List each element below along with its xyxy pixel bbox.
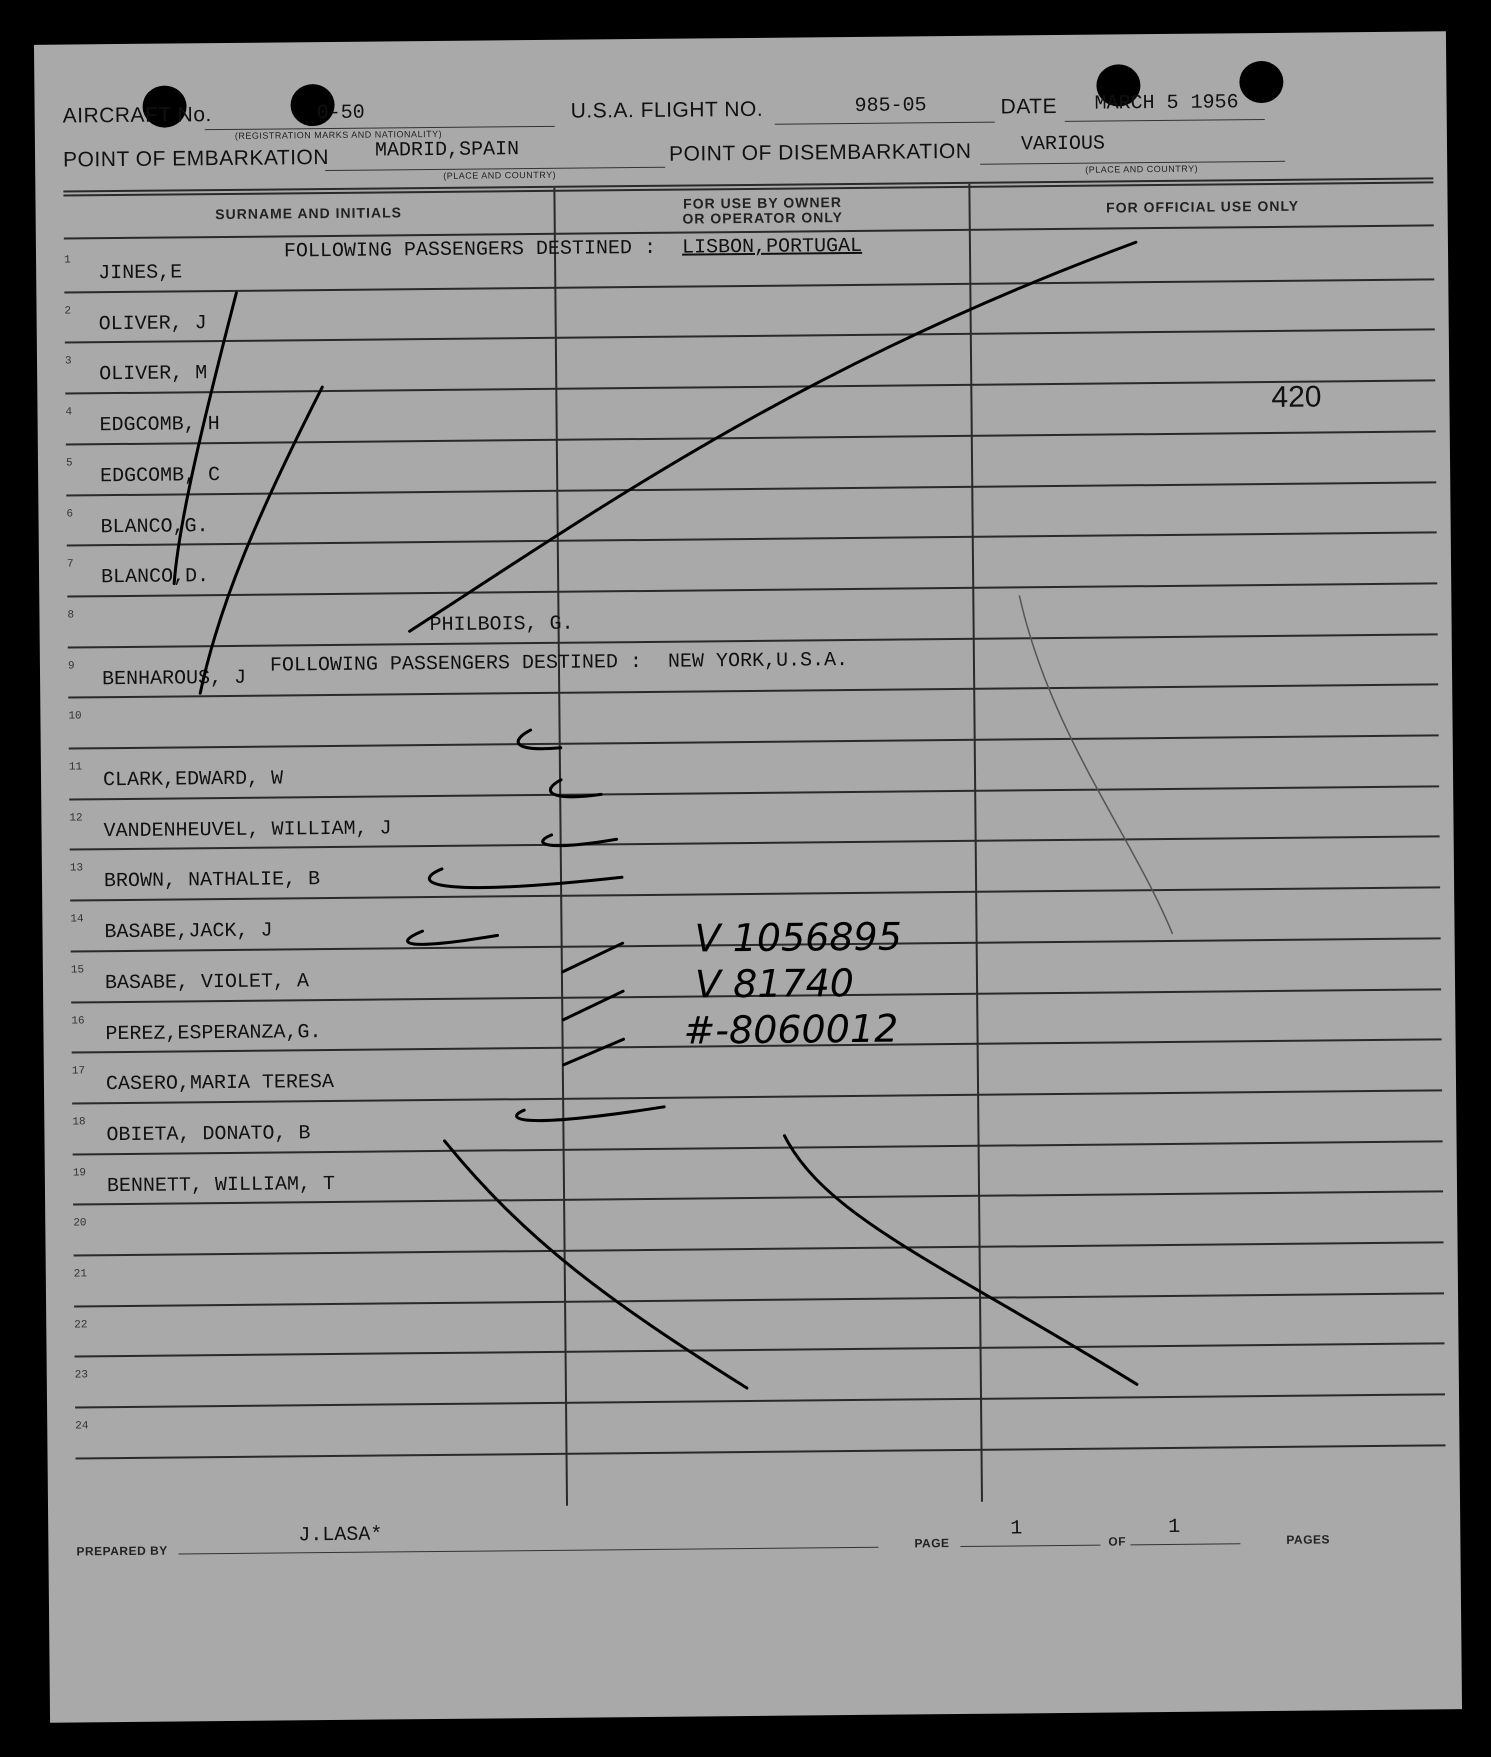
checkmark — [518, 730, 561, 749]
passenger-name: BENHAROUS, J — [101, 666, 247, 691]
row-number: 15 — [70, 964, 85, 977]
checkmark — [550, 779, 601, 797]
row-number: 13 — [69, 862, 84, 875]
handwritten-marks — [34, 31, 1462, 1722]
of-value: 1 — [1168, 1515, 1181, 1539]
slash-left-1 — [171, 293, 239, 584]
passenger-name: BASABE, VIOLET, A — [104, 970, 310, 995]
embarkation-caption: (PLACE AND COUNTRY) — [443, 169, 557, 181]
destination-label: FOLLOWING PASSENGERS DESTINED : — [269, 651, 643, 678]
slash-left-2 — [197, 387, 325, 693]
passenger-name: PHILBOIS, G. — [429, 612, 574, 637]
registration-caption: (REGISTRATION MARKS AND NATIONALITY) — [234, 128, 443, 141]
row-number: 10 — [68, 710, 82, 723]
row-number: 16 — [71, 1014, 85, 1028]
row-number: 7 — [66, 558, 74, 571]
slash-bottom-1 — [445, 1138, 747, 1391]
destination-label: FOLLOWING PASSENGERS DESTINED : — [283, 236, 657, 264]
aircraft-value: 0-50 — [316, 101, 365, 126]
checkmark — [543, 834, 617, 846]
of-label: OF — [1108, 1534, 1127, 1549]
column-header-official-text: FOR OFFICIAL USE ONLY — [1106, 197, 1300, 216]
diagonal-stroke — [406, 242, 1140, 631]
destination-place: LISBON,PORTUGAL — [681, 234, 863, 260]
passenger-name: EDGCOMB, C — [100, 463, 221, 488]
manifest-sheet — [34, 31, 1462, 1722]
pages-label: PAGES — [1286, 1532, 1331, 1547]
passenger-name: BROWN, NATHALIE, B — [103, 868, 321, 894]
disembarkation-label: POINT OF DISEMBARKATION — [668, 139, 972, 166]
checkmark — [407, 930, 497, 944]
row-number: 22 — [74, 1319, 88, 1332]
row-number: 24 — [75, 1420, 89, 1433]
passenger-name: OBIETA, DONATO, B — [106, 1122, 311, 1148]
row-number: 19 — [72, 1166, 87, 1180]
row-number: 11 — [68, 761, 83, 774]
embarkation-value: MADRID,SPAIN — [374, 138, 520, 163]
column-header-surname-text: SURNAME AND INITIALS — [215, 204, 403, 223]
prepared-by-label: PREPARED BY — [76, 1543, 168, 1559]
faint-pencil-stroke — [1019, 594, 1172, 935]
handwritten-number-row18: #-8060012 — [683, 1006, 899, 1053]
disembarkation-value: VARIOUS — [1020, 132, 1106, 157]
destination-place: NEW YORK,U.S.A. — [667, 649, 849, 674]
passenger-name: BLANCO,D. — [100, 565, 210, 590]
date-label: DATE — [1000, 94, 1058, 119]
tick-row16 — [563, 943, 623, 972]
passenger-name: OLIVER, M — [99, 362, 208, 387]
disembarkation-caption: (PLACE AND COUNTRY) — [1085, 163, 1199, 175]
page-label: PAGE — [914, 1536, 950, 1551]
passenger-name: EDGCOMB, H — [99, 413, 220, 438]
row-number: 20 — [73, 1217, 87, 1230]
flight-value: 985-05 — [854, 94, 927, 118]
column-header-owner-line1: FOR USE BY OWNER — [683, 194, 843, 212]
row-number: 2 — [64, 305, 72, 318]
row-number: 4 — [65, 406, 73, 419]
passenger-name: JINES,E — [98, 261, 183, 286]
embarkation-label: POINT OF EMBARKATION — [62, 145, 330, 172]
passenger-name: VANDENHEUVEL, WILLIAM, J — [103, 817, 392, 843]
row-number: 12 — [69, 812, 83, 825]
column-header-owner-line2: OR OPERATOR ONLY — [682, 209, 843, 227]
checkmark — [517, 1107, 665, 1121]
row-number: 1 — [63, 254, 71, 267]
row-number: 8 — [67, 609, 75, 622]
passenger-name: CASERO,MARIA TERESA — [105, 1071, 335, 1097]
passenger-name: CLARK,EDWARD, W — [102, 767, 284, 793]
row-number: 6 — [66, 507, 74, 521]
page-value: 1 — [1010, 1517, 1023, 1541]
handwritten-number-row16: V 1056895 — [694, 914, 903, 961]
checkmark — [429, 867, 622, 888]
passenger-name: BASABE,JACK, J — [104, 919, 273, 945]
row-number: 21 — [73, 1268, 88, 1281]
aircraft-label: AIRCRAFT No. — [62, 103, 212, 128]
passenger-name: OLIVER, J — [98, 311, 207, 336]
prepared-by-value: J.LASA* — [298, 1523, 383, 1548]
handwritten-number-row17: V 81740 — [694, 960, 855, 1007]
row-number: 17 — [71, 1065, 86, 1078]
row-number: 5 — [65, 457, 73, 470]
date-value: MARCH 5 1956 — [1094, 91, 1239, 116]
tick-row18 — [564, 1039, 624, 1065]
tick-row17 — [563, 991, 623, 1020]
official-note: 420 — [1271, 380, 1322, 414]
slash-bottom-2 — [784, 1132, 1136, 1387]
row-number: 9 — [67, 660, 75, 673]
row-number: 14 — [70, 913, 84, 926]
passenger-name: PEREZ,ESPERANZA,G. — [105, 1020, 322, 1046]
row-number: 18 — [72, 1116, 86, 1129]
flight-label: U.S.A. FLIGHT NO. — [570, 97, 764, 123]
row-number: 3 — [64, 355, 72, 368]
row-number: 23 — [74, 1369, 89, 1382]
passenger-name: BENNETT, WILLIAM, T — [106, 1172, 336, 1198]
passenger-name: BLANCO,G. — [100, 514, 209, 539]
